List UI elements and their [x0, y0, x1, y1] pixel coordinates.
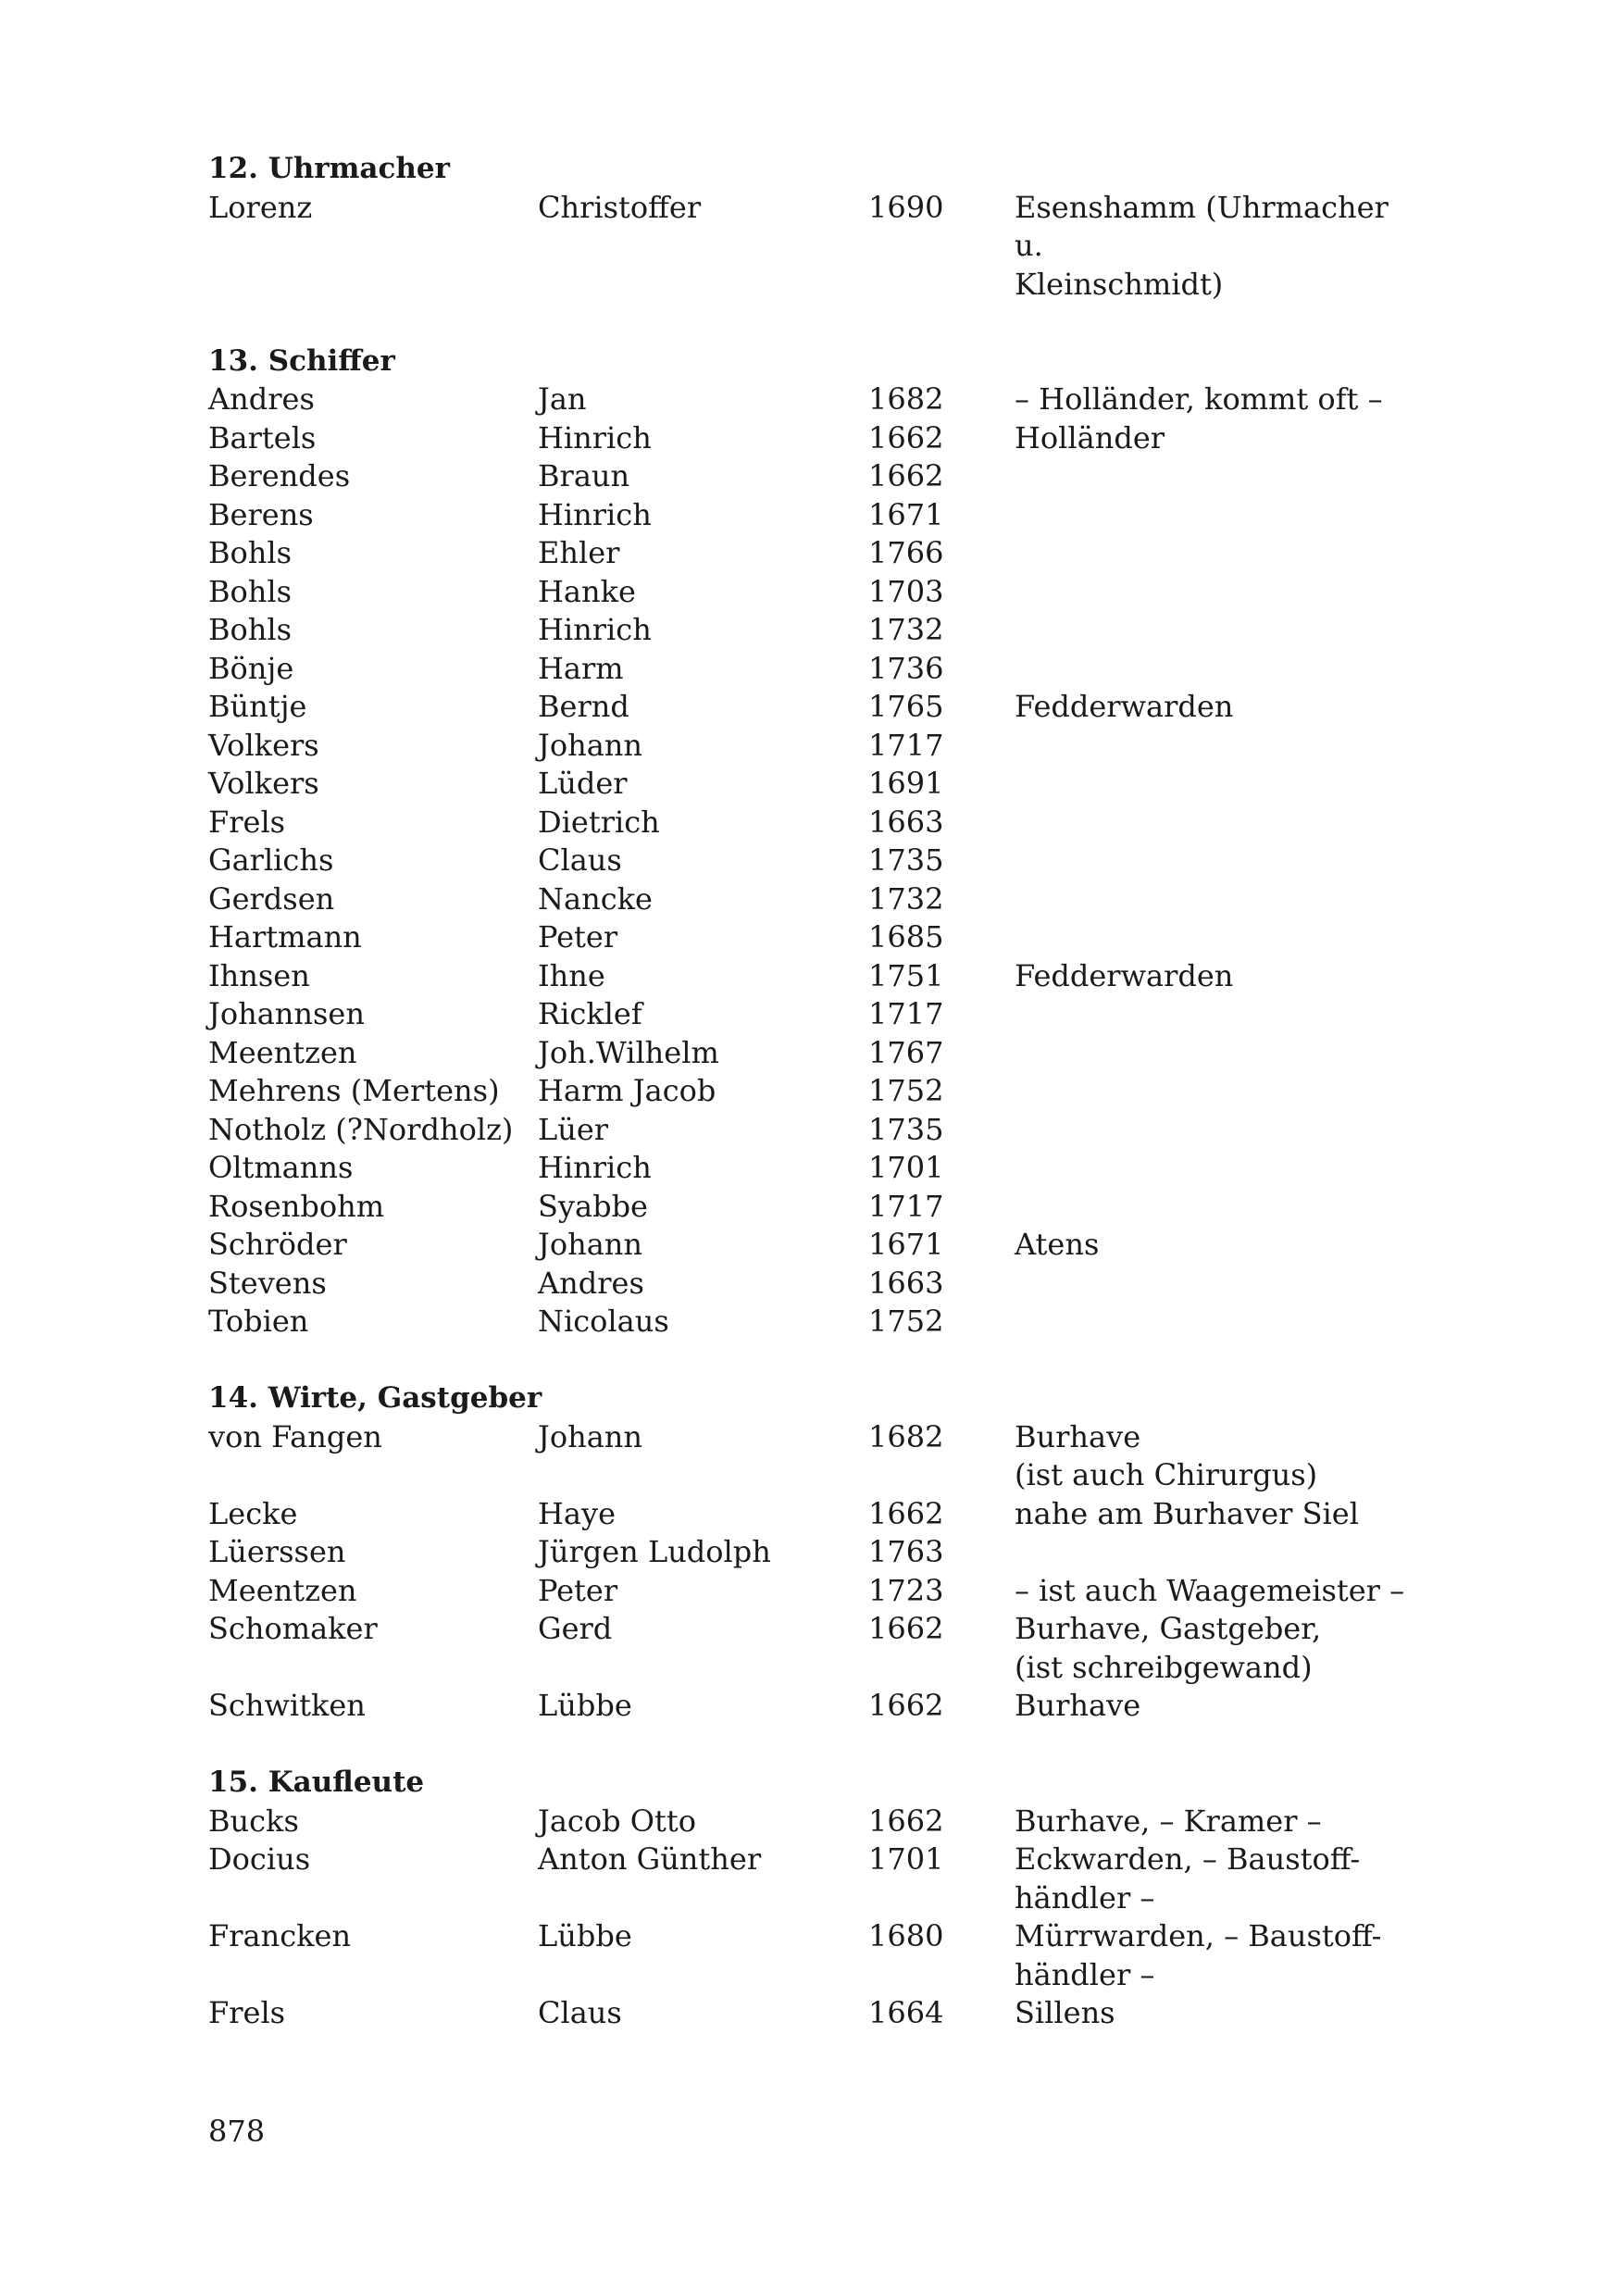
- note-cell: [1015, 918, 1422, 957]
- given-name-cell: Haye: [538, 1495, 616, 1531]
- given-name-cell: Hanke: [538, 573, 636, 609]
- section-spacer: [208, 1341, 1412, 1380]
- list-item: [208, 419, 1412, 458]
- surname-cell: Mehrens (Mertens): [208, 1073, 500, 1108]
- note-cell: [1015, 1034, 1422, 1073]
- surname-cell: Frels: [208, 804, 286, 840]
- section-title: 12. Uhrmacher: [208, 152, 450, 185]
- list-item: [208, 918, 1412, 957]
- note-cell: [1015, 1149, 1422, 1188]
- year-cell: 1690: [868, 189, 944, 225]
- note-cell: Burhave, Gastgeber, (ist schreibgewand): [1015, 1611, 1322, 1685]
- list-item: [208, 1111, 1412, 1150]
- surname-cell: Berendes: [208, 458, 351, 493]
- list-item: [208, 880, 1412, 919]
- list-item: [208, 765, 1412, 804]
- year-cell: 1671: [868, 1227, 944, 1262]
- given-name-cell: Nicolaus: [538, 1304, 669, 1339]
- list-item: [208, 804, 1412, 842]
- given-name-cell: Harm Jacob: [538, 1073, 716, 1108]
- section-title: 14. Wirte, Gastgeber: [208, 1381, 542, 1415]
- year-cell: 1662: [868, 1803, 944, 1839]
- surname-cell: Johannsen: [208, 996, 365, 1031]
- note-cell: [1015, 1072, 1422, 1111]
- given-name-cell: Lübbe: [538, 1918, 632, 1953]
- year-cell: 1735: [868, 1111, 944, 1147]
- list-item: [208, 1034, 1412, 1073]
- year-cell: 1765: [868, 689, 944, 724]
- list-item: [208, 189, 1412, 305]
- given-name-cell: Claus: [538, 1995, 622, 2030]
- surname-cell: Büntje: [208, 689, 307, 724]
- year-cell: 1751: [868, 957, 944, 993]
- note-cell: [1015, 1533, 1422, 1572]
- surname-cell: Volkers: [208, 727, 319, 763]
- list-item: [208, 1572, 1412, 1611]
- given-name-cell: Hinrich: [538, 612, 652, 647]
- surname-cell: Meentzen: [208, 1572, 357, 1608]
- surname-cell: Garlichs: [208, 842, 334, 878]
- list-item: [208, 1841, 1412, 1917]
- list-item: [208, 1803, 1412, 1841]
- given-name-cell: Joh.Wilhelm: [538, 1034, 719, 1070]
- note-cell: Mürrwarden, – Baustoff- händler –: [1015, 1918, 1382, 1992]
- surname-cell: von Fangen: [208, 1418, 382, 1454]
- given-name-cell: Hinrich: [538, 1150, 652, 1185]
- list-item: [208, 1303, 1412, 1341]
- year-cell: 1767: [868, 1034, 944, 1070]
- year-cell: 1662: [868, 1688, 944, 1723]
- year-cell: 1663: [868, 804, 944, 840]
- page-number: 878: [208, 2114, 266, 2149]
- list-item: [208, 1072, 1412, 1111]
- year-cell: 1701: [868, 1150, 944, 1185]
- note-cell: Esenshamm (Uhrmacher u. Kleinschmidt): [1015, 189, 1389, 302]
- surname-cell: Gerdsen: [208, 880, 335, 917]
- given-name-cell: Claus: [538, 842, 622, 878]
- given-name-cell: Ricklef: [538, 996, 642, 1031]
- surname-cell: Docius: [208, 1841, 311, 1877]
- section-title: 15. Kaufleute: [208, 1766, 425, 1799]
- note-cell: Burhave (ist auch Chirurgus): [1015, 1418, 1318, 1492]
- year-cell: 1752: [868, 1304, 944, 1339]
- note-cell: Fedderwarden: [1015, 957, 1234, 993]
- surname-cell: Lecke: [208, 1495, 298, 1531]
- list-item: [208, 1418, 1412, 1495]
- list-item: [208, 1917, 1412, 1994]
- given-name-cell: Gerd: [538, 1611, 613, 1646]
- given-name-cell: Lüder: [538, 766, 628, 801]
- year-cell: 1763: [868, 1534, 944, 1569]
- year-cell: 1680: [868, 1918, 944, 1953]
- given-name-cell: Anton Günther: [538, 1841, 762, 1877]
- list-item: [208, 1610, 1412, 1687]
- note-cell: [1015, 765, 1422, 804]
- surname-cell: Ihnsen: [208, 957, 310, 993]
- list-item: [208, 1533, 1412, 1572]
- year-cell: 1723: [868, 1572, 944, 1608]
- surname-cell: Berens: [208, 496, 314, 532]
- note-cell: [1015, 496, 1422, 535]
- given-name-cell: Ehler: [538, 535, 620, 570]
- year-cell: 1717: [868, 727, 944, 763]
- note-cell: – Holländer, kommt oft –: [1015, 381, 1383, 417]
- list-item: [208, 381, 1412, 419]
- list-item: [208, 1149, 1412, 1188]
- year-cell: 1671: [868, 496, 944, 532]
- year-cell: 1703: [868, 573, 944, 609]
- note-cell: [1015, 534, 1422, 573]
- year-cell: 1732: [868, 612, 944, 647]
- surname-cell: Bohls: [208, 573, 293, 609]
- surname-cell: Tobien: [208, 1304, 309, 1339]
- list-item: [208, 1265, 1412, 1304]
- year-cell: 1662: [868, 458, 944, 493]
- given-name-cell: Syabbe: [538, 1188, 648, 1224]
- given-name-cell: Hinrich: [538, 419, 652, 455]
- note-cell: [1015, 1111, 1422, 1150]
- year-cell: 1735: [868, 842, 944, 878]
- note-cell: Fedderwarden: [1015, 689, 1234, 724]
- year-cell: 1662: [868, 1495, 944, 1531]
- surname-cell: Bohls: [208, 612, 293, 647]
- note-cell: [1015, 1303, 1422, 1341]
- note-cell: [1015, 842, 1422, 880]
- surname-cell: Bönje: [208, 650, 294, 686]
- list-item: [208, 1188, 1412, 1227]
- surname-cell: Lüerssen: [208, 1534, 346, 1569]
- note-cell: [1015, 880, 1422, 919]
- list-item: [208, 534, 1412, 573]
- note-cell: [1015, 727, 1422, 766]
- surname-cell: Rosenbohm: [208, 1188, 385, 1224]
- note-cell: Atens: [1015, 1227, 1100, 1262]
- list-item: [208, 573, 1412, 612]
- year-cell: 1685: [868, 919, 944, 955]
- note-cell: Burhave, – Kramer –: [1015, 1803, 1322, 1839]
- list-item: [208, 995, 1412, 1034]
- occupation-list: [208, 150, 1412, 2033]
- note-cell: – ist auch Waagemeister –: [1015, 1572, 1405, 1608]
- given-name-cell: Ihne: [538, 957, 605, 993]
- given-name-cell: Andres: [538, 1265, 644, 1301]
- list-item: [208, 1994, 1412, 2033]
- surname-cell: Andres: [208, 381, 315, 417]
- surname-cell: Hartmann: [208, 919, 362, 955]
- section-title: 13. Schiffer: [208, 343, 395, 378]
- list-item: [208, 727, 1412, 766]
- surname-cell: Frels: [208, 1995, 286, 2030]
- surname-cell: Volkers: [208, 766, 319, 801]
- given-name-cell: Hinrich: [538, 496, 652, 532]
- surname-cell: Bohls: [208, 535, 293, 570]
- year-cell: 1717: [868, 1188, 944, 1224]
- list-item: [208, 842, 1412, 880]
- surname-cell: Lorenz: [208, 189, 313, 225]
- given-name-cell: Peter: [538, 1572, 618, 1608]
- note-cell: [1015, 650, 1422, 689]
- surname-cell: Bucks: [208, 1803, 299, 1839]
- given-name-cell: Jan: [538, 381, 587, 417]
- surname-cell: Oltmanns: [208, 1150, 354, 1185]
- list-item: [208, 688, 1412, 727]
- list-item: [208, 611, 1412, 650]
- year-cell: 1732: [868, 880, 944, 917]
- given-name-cell: Braun: [538, 458, 630, 493]
- list-item: [208, 957, 1412, 996]
- year-cell: 1701: [868, 1841, 944, 1877]
- note-cell: [1015, 457, 1422, 496]
- section-spacer: [208, 1726, 1412, 1765]
- note-cell: Eckwarden, – Baustoff- händler –: [1015, 1841, 1361, 1915]
- list-item: [208, 650, 1412, 689]
- note-cell: [1015, 995, 1422, 1034]
- given-name-cell: Harm: [538, 650, 624, 686]
- surname-cell: Schwitken: [208, 1688, 366, 1723]
- given-name-cell: Peter: [538, 919, 618, 955]
- given-name-cell: Lüer: [538, 1111, 609, 1147]
- list-item: [208, 457, 1412, 496]
- note-cell: Holländer: [1015, 419, 1165, 455]
- note-cell: Burhave: [1015, 1688, 1141, 1723]
- given-name-cell: Bernd: [538, 689, 629, 724]
- note-cell: Sillens: [1015, 1995, 1115, 2030]
- surname-cell: Schröder: [208, 1227, 347, 1262]
- given-name-cell: Dietrich: [538, 804, 660, 840]
- surname-cell: Schomaker: [208, 1611, 378, 1646]
- section-spacer: [208, 304, 1412, 343]
- list-item: [208, 1687, 1412, 1726]
- note-cell: [1015, 1265, 1422, 1304]
- year-cell: 1766: [868, 535, 944, 570]
- given-name-cell: Johann: [538, 1418, 642, 1454]
- given-name-cell: Lübbe: [538, 1688, 632, 1723]
- list-item: [208, 1495, 1412, 1534]
- list-item: [208, 1226, 1412, 1265]
- note-cell: nahe am Burhaver Siel: [1015, 1495, 1359, 1531]
- given-name-cell: Christoffer: [538, 189, 702, 225]
- year-cell: 1662: [868, 1611, 944, 1646]
- given-name-cell: Johann: [538, 1227, 642, 1262]
- year-cell: 1752: [868, 1073, 944, 1108]
- surname-cell: Francken: [208, 1918, 352, 1953]
- note-cell: [1015, 804, 1422, 842]
- list-item: [208, 496, 1412, 535]
- year-cell: 1691: [868, 766, 944, 801]
- year-cell: 1682: [868, 1418, 944, 1454]
- surname-cell: Notholz (?Nordholz): [208, 1111, 514, 1147]
- year-cell: 1663: [868, 1265, 944, 1301]
- surname-cell: Bartels: [208, 419, 317, 455]
- given-name-cell: Jürgen Ludolph: [538, 1534, 771, 1569]
- given-name-cell: Johann: [538, 727, 642, 763]
- note-cell: [1015, 611, 1422, 650]
- year-cell: 1736: [868, 650, 944, 686]
- surname-cell: Meentzen: [208, 1034, 357, 1070]
- year-cell: 1664: [868, 1995, 944, 2030]
- year-cell: 1662: [868, 419, 944, 455]
- note-cell: [1015, 573, 1422, 612]
- surname-cell: Stevens: [208, 1265, 327, 1301]
- year-cell: 1682: [868, 381, 944, 417]
- given-name-cell: Nancke: [538, 880, 653, 917]
- note-cell: [1015, 1188, 1422, 1227]
- given-name-cell: Jacob Otto: [538, 1803, 696, 1839]
- year-cell: 1717: [868, 996, 944, 1031]
